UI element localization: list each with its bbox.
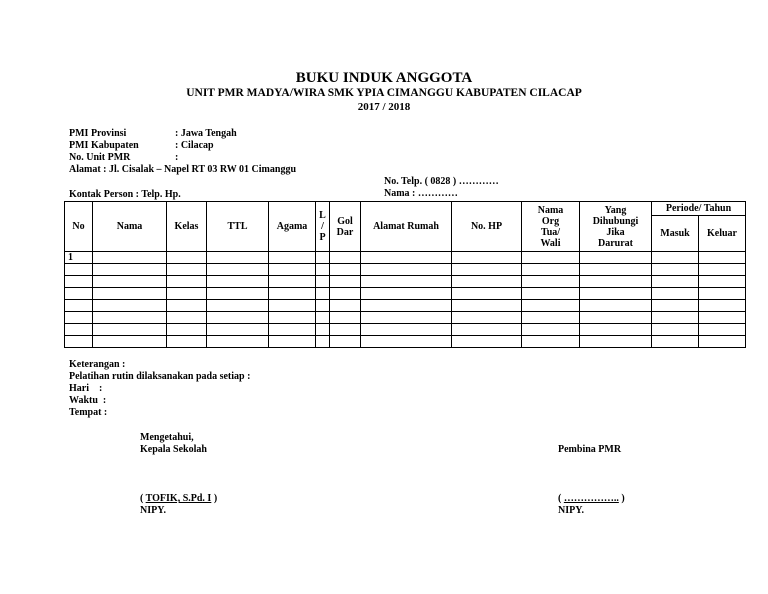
table-row xyxy=(65,300,746,312)
table-row xyxy=(65,276,746,288)
table-cell xyxy=(699,312,746,324)
table-cell xyxy=(207,300,269,312)
row-no-cell xyxy=(65,288,93,300)
table-cell xyxy=(522,276,580,288)
col-ortu xyxy=(522,202,580,252)
info-address: Alamat : Jl. Cisalak – Napel RT 03 RW 01 Cimanggu xyxy=(69,164,297,175)
sig-left-nip: NIPY. xyxy=(140,505,167,516)
table-cell xyxy=(652,300,699,312)
table-cell xyxy=(580,312,652,324)
table-cell xyxy=(93,276,167,288)
col-darurat-line: Darurat xyxy=(598,237,633,249)
document-subtitle: UNIT PMR MADYA/WIRA SMK YPIA CIMANGGU KABUPATEN CILACAP xyxy=(186,87,582,99)
table-cell xyxy=(652,264,699,276)
table-cell xyxy=(207,264,269,276)
table-cell xyxy=(316,336,330,348)
table-cell xyxy=(167,300,207,312)
sig-left-close: ) xyxy=(211,493,218,504)
col-no: No xyxy=(65,202,93,252)
col-lp-line: / xyxy=(321,221,324,232)
name-line: Nama : ………… xyxy=(384,188,458,199)
table-cell xyxy=(361,264,452,276)
table-cell xyxy=(522,288,580,300)
table-cell xyxy=(452,324,522,336)
info-label: PMI Provinsi xyxy=(69,128,127,139)
sig-left-title2: Kepala Sekolah xyxy=(140,444,207,455)
table-cell xyxy=(316,288,330,300)
table-cell xyxy=(361,276,452,288)
info-value: : xyxy=(175,152,179,163)
table-cell xyxy=(93,288,167,300)
table-cell xyxy=(452,276,522,288)
table-cell xyxy=(652,252,699,264)
table-cell xyxy=(316,324,330,336)
table-row xyxy=(65,264,746,276)
table-cell xyxy=(330,252,361,264)
col-ttl: TTL xyxy=(207,202,269,252)
member-table xyxy=(64,201,746,348)
table-cell xyxy=(207,276,269,288)
table-cell xyxy=(269,336,316,348)
table-cell xyxy=(167,288,207,300)
table-cell xyxy=(652,288,699,300)
col-masuk: Masuk xyxy=(652,216,699,252)
table-cell xyxy=(207,288,269,300)
table-cell xyxy=(93,336,167,348)
table-cell xyxy=(652,276,699,288)
table-cell xyxy=(522,300,580,312)
table-cell xyxy=(361,336,452,348)
info-label: PMI Kabupaten xyxy=(69,140,139,151)
table-cell xyxy=(522,324,580,336)
col-darurat xyxy=(580,202,652,252)
col-ortu-line: Tua/ xyxy=(540,226,561,238)
table-cell xyxy=(167,276,207,288)
table-cell xyxy=(207,336,269,348)
contact-person: Kontak Person : Telp. Hp. xyxy=(69,189,181,200)
table-cell xyxy=(699,264,746,276)
table-cell xyxy=(330,324,361,336)
info-value: : Jawa Tengah xyxy=(175,128,237,139)
table-cell xyxy=(330,288,361,300)
col-kelas: Kelas xyxy=(167,202,207,252)
table-cell xyxy=(93,300,167,312)
table-cell xyxy=(316,312,330,324)
table-cell xyxy=(269,276,316,288)
table-cell xyxy=(580,336,652,348)
table-cell xyxy=(269,312,316,324)
col-hp: No. HP xyxy=(452,202,522,252)
table-cell xyxy=(167,324,207,336)
table-cell xyxy=(652,312,699,324)
sig-left-open: ( xyxy=(140,493,146,504)
table-cell xyxy=(361,288,452,300)
row-no-cell xyxy=(65,312,93,324)
table-cell xyxy=(93,312,167,324)
table-cell xyxy=(699,288,746,300)
info-kabupaten xyxy=(69,140,214,151)
table-cell xyxy=(330,300,361,312)
table-cell xyxy=(316,276,330,288)
row-no-cell xyxy=(65,336,93,348)
col-nama: Nama xyxy=(93,202,167,252)
col-agama: Agama xyxy=(269,202,316,252)
table-cell xyxy=(330,312,361,324)
note-tempat: Tempat : xyxy=(69,407,108,418)
table-cell xyxy=(580,276,652,288)
col-darurat-line: Jika xyxy=(606,226,625,238)
table-cell xyxy=(93,264,167,276)
table-cell xyxy=(361,252,452,264)
table-cell xyxy=(207,312,269,324)
info-value: : Cilacap xyxy=(175,140,214,151)
table-cell xyxy=(652,336,699,348)
table-row xyxy=(65,288,746,300)
col-ortu-line: Nama xyxy=(537,204,564,216)
info-provinsi xyxy=(69,128,237,139)
table-cell xyxy=(167,336,207,348)
col-lp xyxy=(316,202,330,252)
table-cell xyxy=(522,252,580,264)
col-gol-line: Gol xyxy=(337,215,353,227)
document-year: 2017 / 2018 xyxy=(357,101,411,113)
sig-right-nip: NIPY. xyxy=(558,505,585,516)
table-row xyxy=(65,312,746,324)
table-cell xyxy=(167,252,207,264)
table-cell xyxy=(452,264,522,276)
table-cell xyxy=(316,300,330,312)
table-cell xyxy=(207,324,269,336)
table-cell xyxy=(316,252,330,264)
sig-left-name: TOFIK, S.Pd. I xyxy=(145,493,212,504)
col-lp-line: P xyxy=(319,232,326,243)
row-no-cell: 1 xyxy=(65,252,93,264)
table-cell xyxy=(269,324,316,336)
table-cell xyxy=(330,276,361,288)
row-no-cell xyxy=(65,276,93,288)
table-row xyxy=(65,336,746,348)
table-cell xyxy=(452,312,522,324)
sig-right-name: …………….. xyxy=(563,493,619,504)
note-hari: Hari : xyxy=(69,383,103,394)
col-periode: Periode/ Tahun xyxy=(652,202,746,216)
col-darurat-line: Dihubungi xyxy=(592,215,639,227)
col-ortu-line: Wali xyxy=(540,237,561,249)
table-cell xyxy=(522,312,580,324)
sig-right-title: Pembina PMR xyxy=(558,444,622,455)
table-cell xyxy=(652,324,699,336)
col-darurat-line: Yang xyxy=(604,204,627,216)
table-cell xyxy=(167,312,207,324)
table-cell xyxy=(361,312,452,324)
col-gol-line: Dar xyxy=(336,226,354,238)
table-row xyxy=(65,324,746,336)
col-alamat: Alamat Rumah xyxy=(361,202,452,252)
table-cell xyxy=(316,264,330,276)
table-cell xyxy=(699,336,746,348)
table-cell xyxy=(269,264,316,276)
table-cell xyxy=(452,252,522,264)
table-cell xyxy=(580,252,652,264)
table-cell xyxy=(452,336,522,348)
table-cell xyxy=(580,324,652,336)
table-cell xyxy=(452,288,522,300)
row-no-cell xyxy=(65,324,93,336)
table-cell xyxy=(361,300,452,312)
document-title: BUKU INDUK ANGGOTA xyxy=(295,70,473,86)
table-cell xyxy=(207,252,269,264)
sig-right-close: ) xyxy=(618,493,625,504)
table-cell xyxy=(699,324,746,336)
row-no-cell xyxy=(65,264,93,276)
sig-right-name-line xyxy=(558,493,625,504)
table-cell xyxy=(699,276,746,288)
table-cell xyxy=(522,336,580,348)
table-cell xyxy=(452,300,522,312)
table-cell xyxy=(330,336,361,348)
table-cell xyxy=(580,300,652,312)
phone-line: No. Telp. ( 0828 ) ………… xyxy=(384,176,499,187)
info-label: No. Unit PMR xyxy=(69,152,131,163)
table-row xyxy=(65,252,746,264)
note-pelatihan: Pelatihan rutin dilaksanakan pada setiap : xyxy=(69,371,251,382)
table-cell xyxy=(699,252,746,264)
sig-right-open: ( xyxy=(558,493,564,504)
col-ortu-line: Org xyxy=(541,215,560,227)
note-keterangan: Keterangan : xyxy=(69,359,126,370)
table-cell xyxy=(361,324,452,336)
table-cell xyxy=(269,288,316,300)
col-keluar: Keluar xyxy=(699,216,746,252)
col-lp-line: L xyxy=(319,210,326,221)
table-cell xyxy=(167,264,207,276)
table-cell xyxy=(522,264,580,276)
sig-left-name-line xyxy=(140,493,217,504)
table-cell xyxy=(330,264,361,276)
row-no-cell xyxy=(65,300,93,312)
sig-left-title1: Mengetahui, xyxy=(140,432,194,443)
note-waktu: Waktu : xyxy=(69,395,107,406)
table-cell xyxy=(699,300,746,312)
table-cell xyxy=(269,252,316,264)
table-cell xyxy=(93,324,167,336)
table-cell xyxy=(580,264,652,276)
table-cell xyxy=(93,252,167,264)
col-gol-dar xyxy=(330,202,361,252)
table-cell xyxy=(269,300,316,312)
info-unit-pmr xyxy=(69,152,178,163)
table-cell xyxy=(580,288,652,300)
